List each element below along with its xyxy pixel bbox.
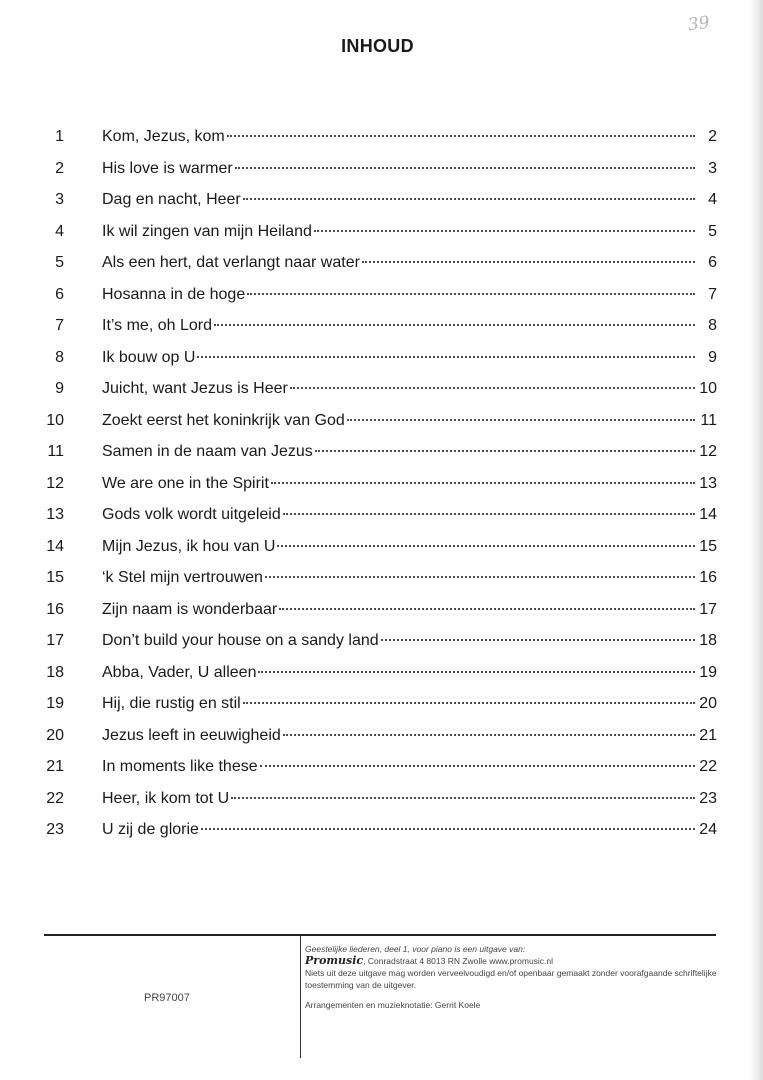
toc-entry-line <box>102 216 717 248</box>
toc-entry <box>0 279 763 311</box>
toc-entry-title: Ik bouw op U <box>102 348 196 366</box>
toc-entry-page: 7 <box>708 285 717 303</box>
toc-entry-number: 12 <box>46 474 64 492</box>
toc-dot-leader <box>283 513 695 515</box>
toc-entry <box>0 121 763 153</box>
table-of-contents <box>0 121 763 846</box>
handwritten-page-mark: 39 <box>686 12 711 36</box>
publisher-address: , Conradstraat 4 8013 RN Zwolle www.promusic.nl <box>363 956 554 966</box>
toc-entry-number: 20 <box>46 726 64 744</box>
toc-entry <box>0 625 763 657</box>
toc-entry-number: 8 <box>55 348 64 366</box>
publisher-intro: Geestelijke liederen, deel 1, voor piano is een uitgave van: <box>305 944 526 954</box>
toc-entry-number: 11 <box>47 443 64 460</box>
toc-entry-page: 24 <box>699 821 717 838</box>
toc-entry-title: We are one in the Spirit <box>102 474 269 492</box>
toc-entry-title: Gods volk wordt uitgeleid <box>102 506 281 523</box>
toc-entry-title: Als een hert, dat verlangt naar water <box>102 254 360 271</box>
toc-entry-page: 20 <box>699 695 717 712</box>
toc-dot-leader <box>258 671 695 673</box>
toc-entry-title: Samen in de naam van Jezus <box>102 443 313 460</box>
toc-entry <box>0 594 763 626</box>
toc-entry-line <box>102 247 717 279</box>
toc-entry-number: 18 <box>46 663 64 681</box>
toc-dot-leader <box>277 545 695 547</box>
toc-dot-leader <box>315 450 695 452</box>
toc-dot-leader <box>290 387 695 389</box>
toc-entry-line <box>102 310 717 342</box>
page-title: INHOUD <box>341 36 414 56</box>
toc-dot-leader <box>260 765 695 767</box>
toc-entry-page: 6 <box>708 254 717 271</box>
toc-dot-leader <box>283 734 695 736</box>
toc-dot-leader <box>271 482 695 484</box>
toc-entry-page: 21 <box>699 726 717 744</box>
toc-entry <box>0 373 763 405</box>
toc-dot-leader <box>247 293 695 295</box>
toc-entry-title: Heer, ik kom tot U <box>102 789 230 807</box>
catalog-code: PR97007 <box>144 992 190 1004</box>
toc-entry-title: Abba, Vader, U alleen <box>102 663 257 681</box>
toc-entry <box>0 310 763 342</box>
toc-entry-line <box>102 657 717 689</box>
toc-entry-number: 9 <box>55 380 64 397</box>
toc-dot-leader <box>243 198 695 200</box>
toc-entry-line <box>102 468 717 500</box>
toc-entry-number: 4 <box>55 222 64 240</box>
toc-entry-number: 14 <box>46 537 64 555</box>
toc-entry-line <box>102 436 717 468</box>
toc-dot-leader <box>381 639 695 641</box>
toc-entry-page: 19 <box>699 663 717 681</box>
toc-entry <box>0 783 763 815</box>
toc-dot-leader <box>362 261 695 263</box>
publisher-info <box>305 943 725 1011</box>
toc-entry-page: 11 <box>700 411 717 429</box>
toc-entry-number: 22 <box>46 789 64 807</box>
toc-entry-page: 22 <box>699 758 717 775</box>
toc-entry-page: 18 <box>699 632 717 649</box>
toc-entry-line <box>102 279 717 311</box>
toc-entry-page: 10 <box>699 380 717 397</box>
toc-dot-leader <box>231 797 695 799</box>
toc-entry-page: 4 <box>708 191 717 208</box>
toc-entry <box>0 184 763 216</box>
toc-entry-line <box>102 121 717 153</box>
toc-entry-number: 7 <box>55 317 64 334</box>
toc-entry-title: ‘k Stel mijn vertrouwen <box>102 569 263 586</box>
toc-dot-leader <box>214 324 695 326</box>
toc-dot-leader <box>279 608 695 610</box>
toc-entry <box>0 688 763 720</box>
footer-divider <box>44 934 716 936</box>
toc-entry-page: 23 <box>699 789 717 807</box>
toc-entry-number: 10 <box>46 411 64 429</box>
toc-entry-number: 1 <box>55 128 64 145</box>
toc-entry-line <box>102 153 717 185</box>
toc-entry-page: 5 <box>708 222 717 240</box>
toc-dot-leader <box>197 356 695 358</box>
toc-entry-page: 9 <box>708 348 717 366</box>
toc-entry-number: 23 <box>46 821 64 838</box>
toc-entry-number: 15 <box>46 569 64 586</box>
toc-entry <box>0 814 763 846</box>
toc-entry-line <box>102 531 717 563</box>
toc-entry-page: 12 <box>699 443 717 460</box>
toc-entry <box>0 153 763 185</box>
toc-entry-line <box>102 751 717 783</box>
toc-entry-number: 16 <box>46 600 64 618</box>
toc-entry <box>0 562 763 594</box>
toc-entry-page: 14 <box>699 506 717 523</box>
toc-entry-number: 13 <box>46 506 64 523</box>
toc-entry-line <box>102 720 717 752</box>
toc-entry-number: 2 <box>55 159 64 177</box>
toc-entry-title: Juicht, want Jezus is Heer <box>102 380 288 397</box>
toc-entry-page: 3 <box>708 159 717 177</box>
toc-entry-line <box>102 688 717 720</box>
toc-dot-leader <box>314 230 695 232</box>
toc-entry-title: U zij de glorie <box>102 821 199 838</box>
toc-entry <box>0 405 763 437</box>
arrangement-credits: Arrangementen en muzieknotatie: Gerrit Koele <box>305 1000 481 1010</box>
toc-entry-title: Dag en nacht, Heer <box>102 191 241 208</box>
toc-entry-line <box>102 814 717 846</box>
toc-entry <box>0 468 763 500</box>
toc-entry-number: 19 <box>46 695 64 712</box>
toc-entry-page: 17 <box>699 600 717 618</box>
toc-entry-number: 21 <box>46 758 64 775</box>
toc-entry-title: Hij, die rustig en stil <box>102 695 241 712</box>
toc-dot-leader <box>243 702 695 704</box>
toc-entry-page: 15 <box>699 537 717 555</box>
toc-entry <box>0 216 763 248</box>
toc-entry-line <box>102 405 717 437</box>
toc-entry <box>0 720 763 752</box>
toc-entry-title: Don’t build your house on a sandy land <box>102 632 379 649</box>
toc-entry-title: Hosanna in de hoge <box>102 285 246 303</box>
toc-entry-title: Mijn Jezus, ik hou van U <box>102 537 276 555</box>
toc-entry-title: In moments like these <box>102 758 258 775</box>
toc-entry-page: 8 <box>708 317 717 334</box>
toc-entry-number: 17 <box>46 632 64 649</box>
toc-entry-title: It’s me, oh Lord <box>102 317 212 334</box>
toc-entry-line <box>102 184 717 216</box>
toc-entry-number: 5 <box>55 254 64 271</box>
toc-dot-leader <box>235 167 695 169</box>
toc-entry-line <box>102 625 717 657</box>
toc-entry-page: 16 <box>699 569 717 586</box>
toc-entry-title: Ik wil zingen van mijn Heiland <box>102 222 312 240</box>
toc-entry-title: Zoekt eerst het koninkrijk van God <box>102 411 345 429</box>
toc-entry-line <box>102 594 717 626</box>
footer-vertical-divider <box>300 936 301 1058</box>
toc-dot-leader <box>347 419 695 421</box>
publisher-brand: Promusic <box>305 954 364 967</box>
toc-entry <box>0 342 763 374</box>
toc-entry-line <box>102 373 717 405</box>
toc-entry-title: Zijn naam is wonderbaar <box>102 600 278 618</box>
toc-entry <box>0 751 763 783</box>
toc-entry <box>0 499 763 531</box>
toc-entry-line <box>102 499 717 531</box>
toc-entry-title: Kom, Jezus, kom <box>102 128 225 145</box>
toc-entry-page: 2 <box>708 128 717 145</box>
toc-dot-leader <box>201 828 695 830</box>
toc-dot-leader <box>227 135 695 137</box>
toc-entry-line <box>102 783 717 815</box>
toc-entry-number: 3 <box>55 191 64 208</box>
toc-entry <box>0 531 763 563</box>
copyright-notice: Niets uit deze uitgave mag worden verveelvoudigd en/of openbaar gemaakt zonder voorafgaande schriftelijke toestemming van de uitgever. <box>305 968 717 990</box>
toc-entry-line <box>102 562 717 594</box>
publisher-address-line <box>305 955 725 967</box>
toc-entry <box>0 247 763 279</box>
toc-entry-title: Jezus leeft in eeuwigheid <box>102 726 281 744</box>
toc-entry-number: 6 <box>55 285 64 303</box>
toc-dot-leader <box>265 576 695 578</box>
toc-entry <box>0 657 763 689</box>
toc-entry <box>0 436 763 468</box>
toc-entry-page: 13 <box>699 474 717 492</box>
toc-entry-line <box>102 342 717 374</box>
toc-entry-title: His love is warmer <box>102 159 233 177</box>
